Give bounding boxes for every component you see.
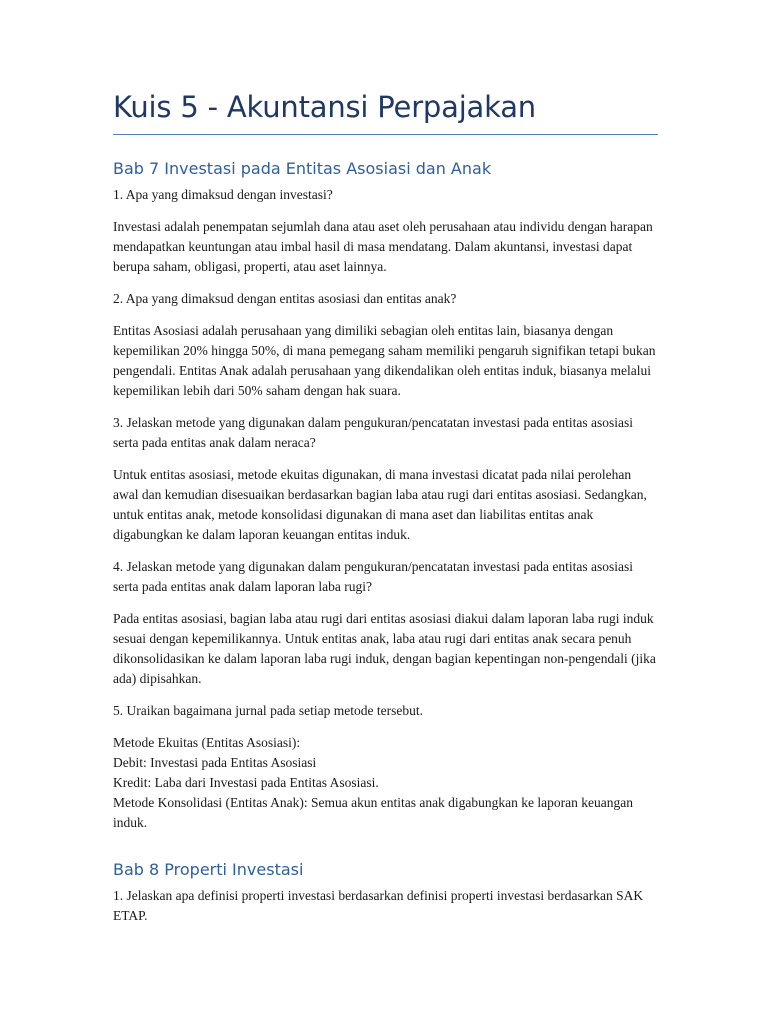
title-underline (113, 134, 658, 135)
journal-line: Debit: Investasi pada Entitas Asosiasi (113, 754, 317, 770)
answer-2: Entitas Asosiasi adalah perusahaan yang dimiliki sebagian oleh entitas lain, biasanya dengan kepemilikan 20% hingga 50%, di mana pemegang saham memiliki pengaruh signifikan tetapi bukan pengendali. Entitas Anak adalah perusahaan yang dikendalikan oleh entitas induk, biasanya melalui kepemilikan lebih dari 50% saham dengan hak suara. (113, 322, 656, 398)
journal-line: Metode Konsolidasi (Entitas Anak): Semua akun entitas anak digabungkan ke laporan keuangan induk. (113, 794, 633, 830)
question-3: 3. Jelaskan metode yang digunakan dalam pengukuran/pencatatan investasi pada entitas asosiasi serta pada entitas anak dalam neraca? (113, 414, 633, 450)
question-1: 1. Apa yang dimaksud dengan investasi? (113, 186, 333, 202)
section-heading-bab8: Bab 8 Properti Investasi (113, 859, 304, 879)
document-title: Kuis 5 - Akuntansi Perpajakan (113, 90, 536, 124)
journal-line: Metode Ekuitas (Entitas Asosiasi): (113, 734, 301, 750)
question-5: 5. Uraikan bagaimana jurnal pada setiap metode tersebut. (113, 702, 424, 718)
question-4: 4. Jelaskan metode yang digunakan dalam pengukuran/pencatatan investasi pada entitas asosiasi serta pada entitas anak dalam laporan laba rugi? (113, 558, 633, 594)
section-heading-bab7: Bab 7 Investasi pada Entitas Asosiasi dan Anak (113, 158, 492, 178)
journal-line: Kredit: Laba dari Investasi pada Entitas Asosiasi. (113, 774, 379, 790)
question-2: 2. Apa yang dimaksud dengan entitas asosiasi dan entitas anak? (113, 290, 457, 306)
answer-3: Untuk entitas asosiasi, metode ekuitas digunakan, di mana investasi dicatat pada nilai perolehan awal dan kemudian disesuaikan berdasarkan bagian laba atau rugi dari entitas asosiasi. Sedangkan, untuk entitas anak, metode konsolidasi digunakan di mana aset dan liabilitas entitas anak digabungkan ke dalam laporan keuangan entitas induk. (113, 466, 647, 542)
answer-1: Investasi adalah penempatan sejumlah dana atau aset oleh perusahaan atau individu dengan harapan mendapatkan keuntungan atau imbal hasil di masa mendatang. Dalam akuntansi, investasi dapat berupa saham, obligasi, properti, atau aset lainnya. (113, 218, 653, 274)
answer-4: Pada entitas asosiasi, bagian laba atau rugi dari entitas asosiasi diakui dalam laporan laba rugi induk sesuai dengan kepemilikannya. Untuk entitas anak, laba atau rugi dari entitas anak secara penuh dikonsolidasikan ke dalam laporan laba rugi induk, dengan bagian kepentingan non-pengendali (jika ada) dipisahkan. (113, 610, 656, 686)
question-bab8-1: 1. Jelaskan apa definisi properti investasi berdasarkan definisi properti investasi berdasarkan SAK ETAP. (113, 887, 644, 923)
journal-entries (113, 733, 658, 833)
document-content (113, 90, 658, 938)
